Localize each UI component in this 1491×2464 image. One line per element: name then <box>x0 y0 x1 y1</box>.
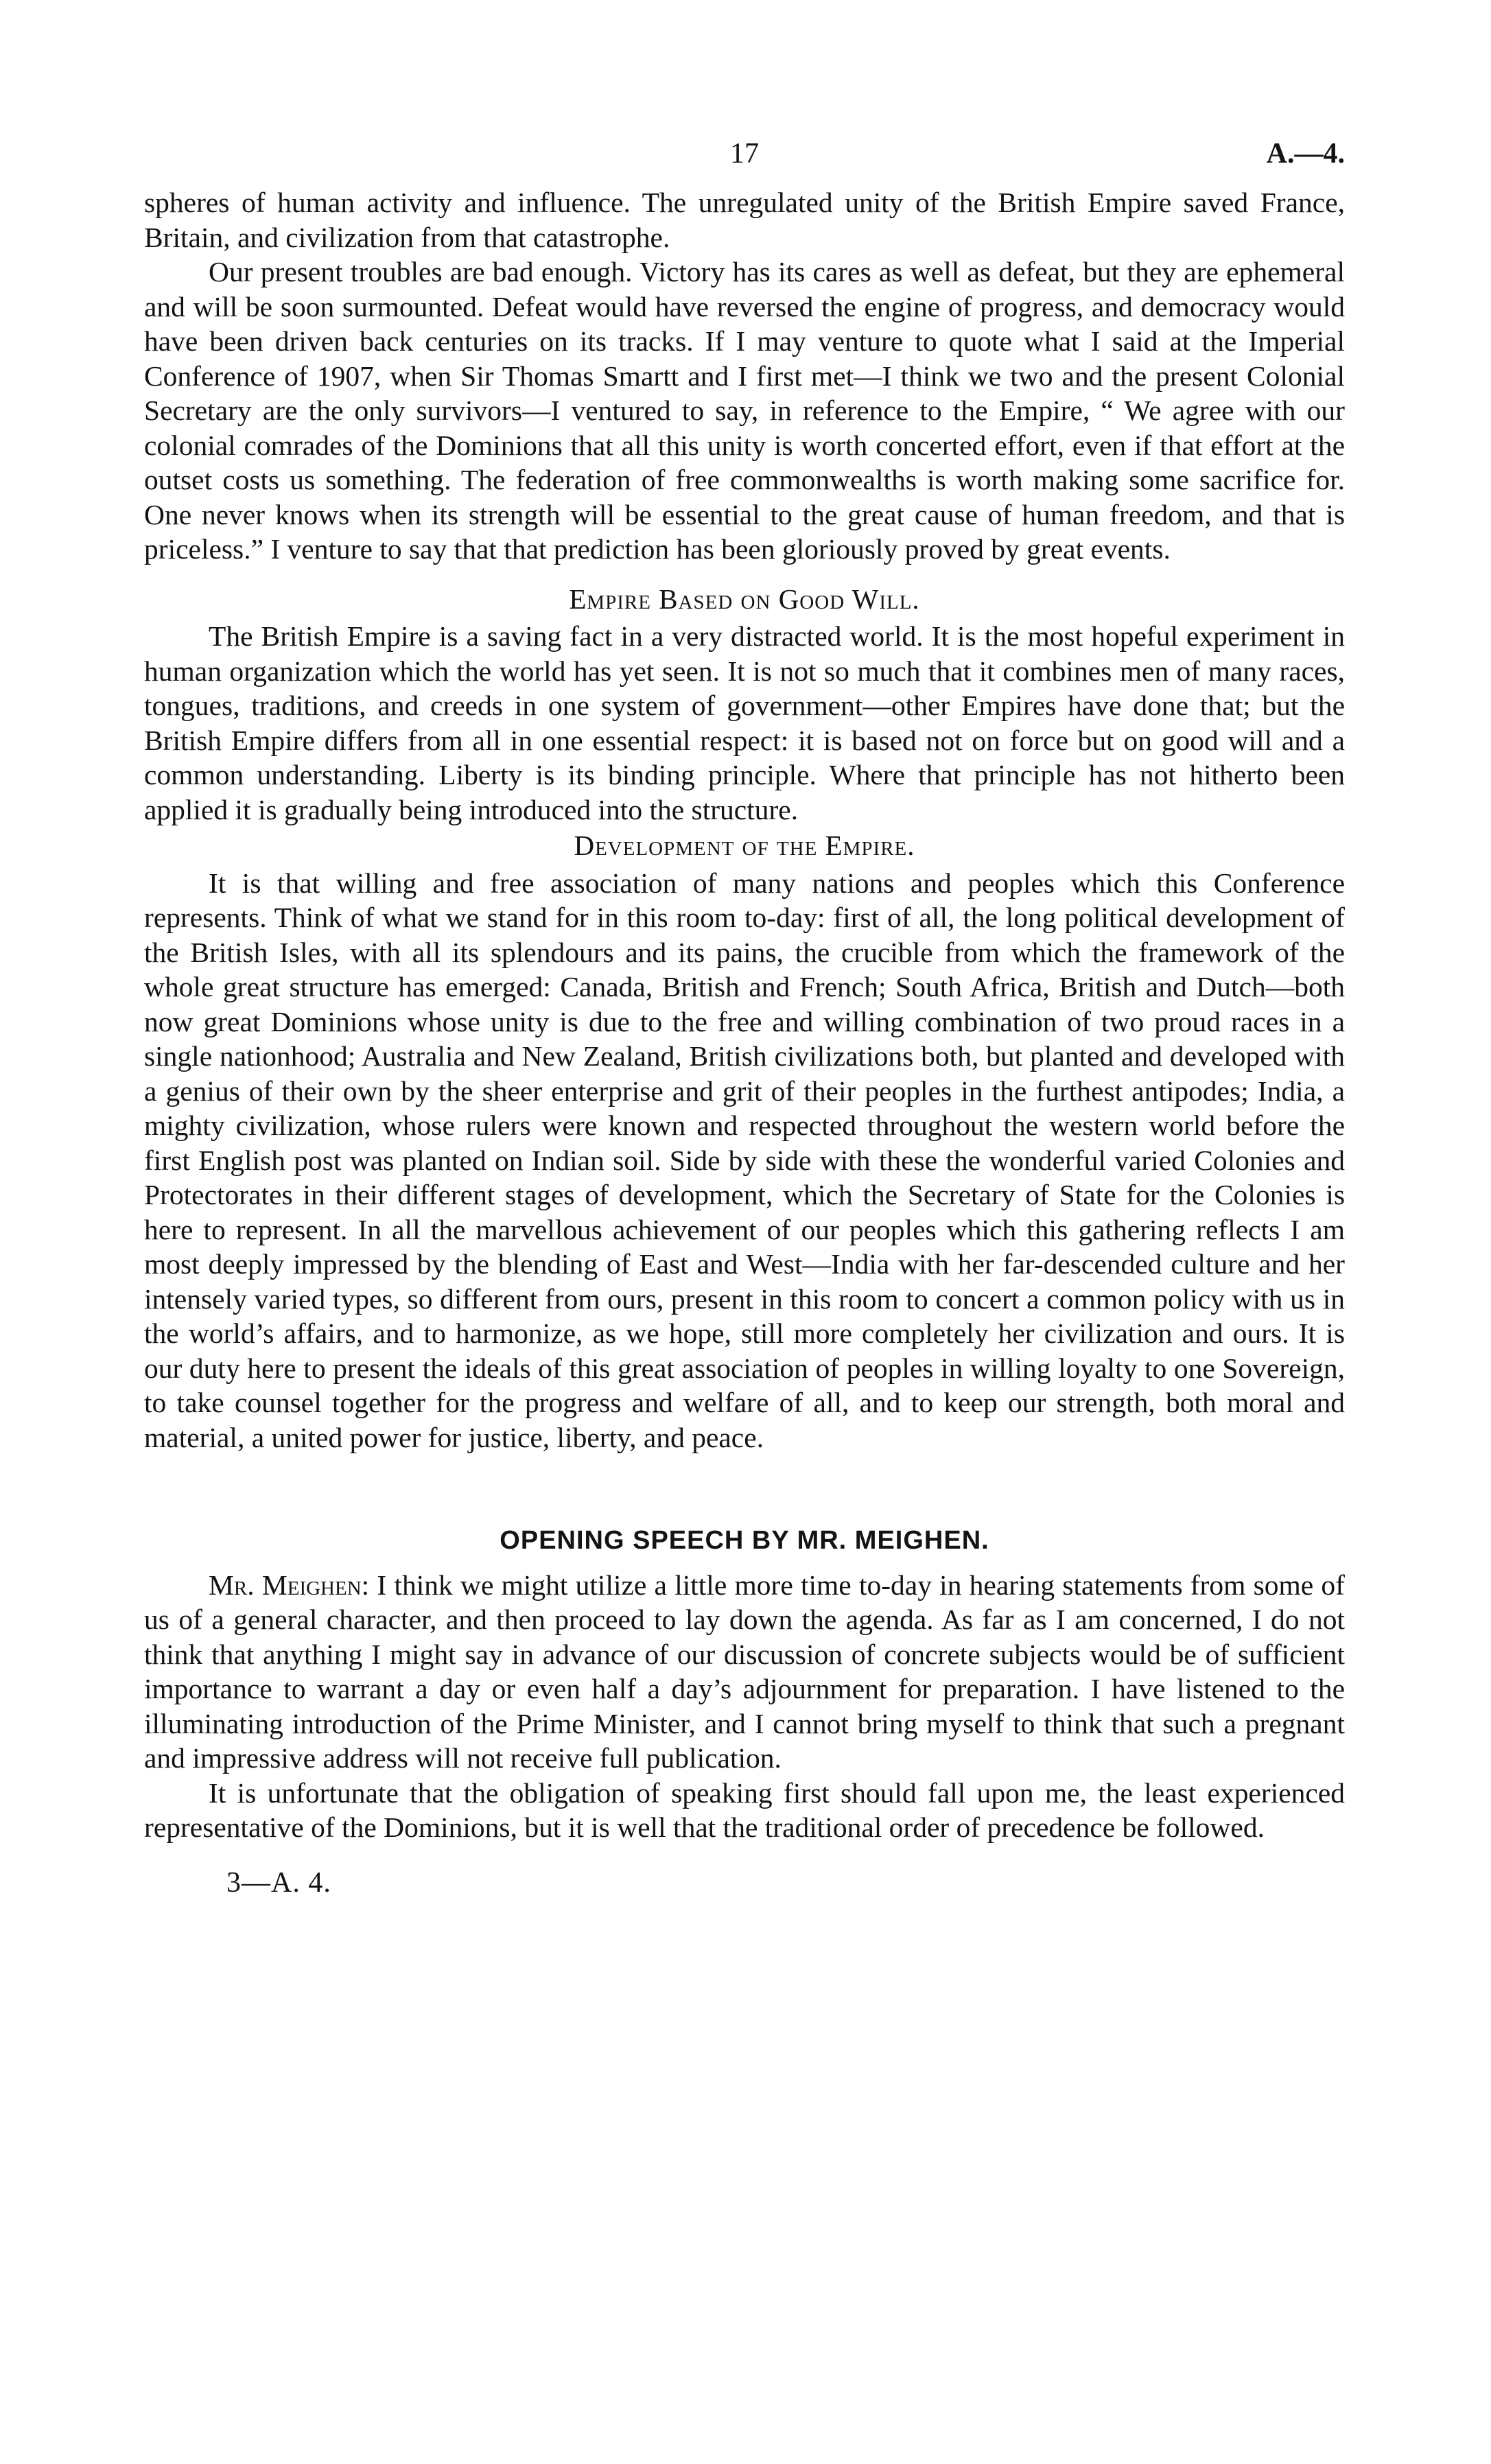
speech-paragraph <box>144 1568 1345 1776</box>
speech-paragraph: It is unfortunate that the obligation of speaking first should fall upon me, the least experienced representative of the Dominions, but it is well that the traditional order of precedence be followed. <box>144 1776 1345 1843</box>
speech-text: I think we might utilize a little more time to-day in hearing statements from some of us of a general character, and then proceed to lay down the agenda. As far as I am concerned, I do not think that anything I might say in advance of our discussion of concrete subjects would be of sufficient importance to warrant a day or even half a day’s adjournment for preparation. I have listened to the illuminating introduction of the Prime Minister, and I cannot bring myself to think that such a pregnant and impressive address will not receive full publication. <box>144 1569 1345 1774</box>
opening-speech-title: OPENING SPEECH BY MR. MEIGHEN. <box>500 1526 989 1555</box>
paragraph: It is that willing and free association of many nations and peoples which this Conference represents. Think of what we stand for in this room to-day: first of all, the long political development of the British Isles, with all its splendours and its pains, the crucible from which the framework of the whole great structure has emerged: Canada, British and French; South Africa, British and Dutch—both now great Dominions whose unity is due to the free and willing combination of two proud races in a single nationhood; Australia and New Zealand, British civilizations both, but planted and developed with a genius of their own by the sheer enterprise and grit of their peoples in the furthest antipodes; India, a mighty civilization, whose rulers were known and respected throughout the western world before the first English post was planted on Indian soil. Side by side with these the wonderful varied Colonies and Protectorates in their different stages of development, which the Secretary of State for the Colonies is here to represent. In all the marvellous achievement of our peoples which this gathering reflects I am most deeply impressed by the blending of East and West—India with her far-descended culture and her intensely varied types, so different from ours, present in this room to concert a common policy with us in the world’s affairs, and to harmonize, as we hope, still more completely her civilization and ours. It is our duty here to present the ideals of this great association of peoples in willing loyalty to one Sovereign, to take counsel together for the progress and welfare of all, and to keep our strength, both moral and material, a united power for justice, liberty, and peace. <box>144 867 1345 1453</box>
page-body <box>144 185 1345 1900</box>
speaker-separator: : <box>361 1569 377 1601</box>
section-heading-empire-good-will: Empire Based on Good Will. <box>569 583 920 615</box>
paragraph: Our present troubles are bad enough. Victory has its cares as well as defeat, but they are ephemeral and will be soon surmounted. Defeat would have reversed the engine of progress, and democracy would have been driven back centuries on its tracks. If I may venture to quote what I said at the Imperial Conference of 1907, when Sir Thomas Smartt and I first met—I think we two and the present Colonial Secretary are the only survivors—I ventured to say, in reference to the Empire, “ We agree with our colonial comrades of the Dominions that all this unity is worth concerted effort, even if that effort at the outset costs us something. The federation of free commonwealths is worth making some sacrifice for. One never knows when its strength will be essential to the great cause of human freedom, and that is priceless.” I venture to say that that prediction has been gloriously proved by great events. <box>144 256 1345 565</box>
page-header <box>144 137 1345 185</box>
signature-reference: 3—A. 4. <box>226 1866 331 1899</box>
paragraph: The British Empire is a saving fact in a very distracted world. It is the most hopeful experiment in human organization which the world has yet seen. It is not so much that it combines men of many races, tongues, traditions, and creeds in one system of government—other Empires have done that; but the British Empire differs from all in one essential respect: it is based not on force but on good will and a common understanding. Liberty is its binding principle. Where that principle has not hitherto been applied it is gradually being introduced into the structure. <box>144 620 1345 825</box>
page-number: 17 <box>730 138 759 169</box>
document-page <box>144 137 1345 1900</box>
document-reference: A.—4. <box>1266 138 1345 169</box>
paragraph-continued: spheres of human activity and influence. The unregulated unity of the British Empire saved France, Britain, and civilization from that catastrophe. <box>144 187 1345 253</box>
section-heading-development: Development of the Empire. <box>574 830 915 861</box>
speaker-name: Mr. Meighen <box>209 1569 362 1601</box>
